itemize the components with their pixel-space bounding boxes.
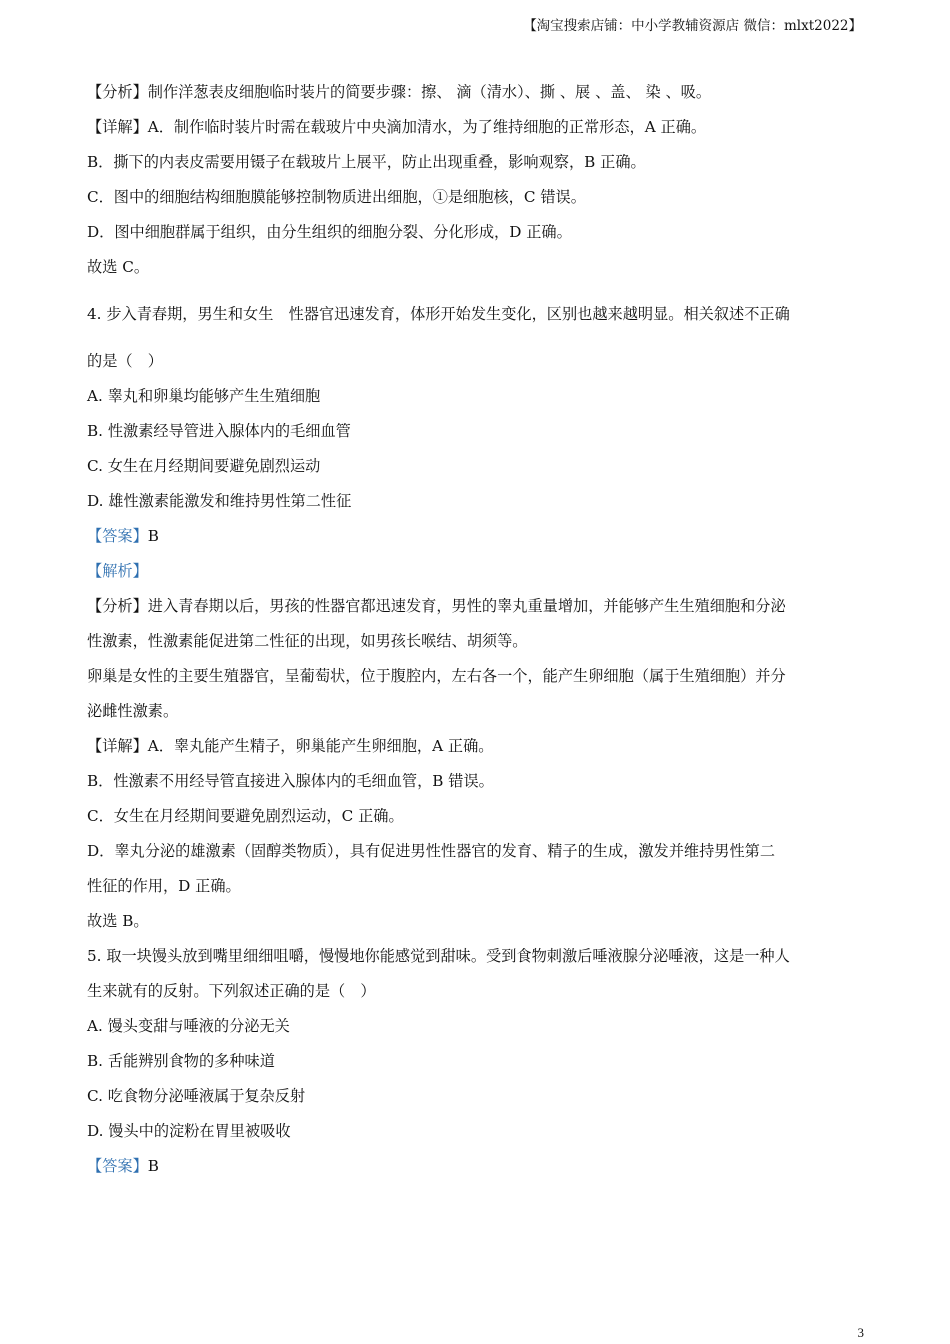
answer-line	[87, 523, 859, 558]
answer-label: 【答案】	[87, 527, 148, 545]
text-line: 性征的作用，D 正确。	[87, 877, 241, 895]
text-line: 【分析】制作洋葱表皮细胞临时装片的简要步骤：擦、 滴（清水）、撕 、展 、盖、 染 、吸。	[87, 83, 712, 101]
explanation-heading	[87, 558, 859, 593]
text-line: C．图中的细胞结构细胞膜能够控制物质进出细胞，①是细胞核，C 错误。	[87, 188, 586, 206]
page-header: 【淘宝搜索店铺：中小学教辅资源店 微信：mlxt2022】	[523, 18, 862, 34]
text-line: 卵巢是女性的主要生殖器官，呈葡萄状，位于腹腔内，左右各一个，能产生卵细胞（属于生殖细胞）并分	[87, 667, 786, 685]
option-c: C. 女生在月经期间要避免剧烈运动	[87, 457, 321, 475]
explanation-label: 【解析】	[87, 562, 148, 580]
text-line: 泌雌性激素。	[87, 702, 179, 720]
document-body	[87, 79, 859, 1188]
option-a: A. 睾丸和卵巢均能够产生生殖细胞	[87, 387, 321, 405]
text-line: 【详解】A．睾丸能产生精子，卵巢能产生卵细胞，A 正确。	[87, 737, 494, 755]
text-line: D．图中细胞群属于组织，由分生组织的细胞分裂、分化形成，D 正确。	[87, 223, 572, 241]
page-number: 3	[857, 1325, 864, 1340]
option-d: D. 馒头中的淀粉在胃里被吸收	[87, 1122, 291, 1140]
answer-line	[87, 1153, 859, 1188]
text-line: 【详解】A．制作临时装片时需在载玻片中央滴加清水，为了维持细胞的正常形态，A 正确。	[87, 118, 707, 136]
question-4-stem-cont: 的是（ ）	[87, 352, 163, 370]
option-b: B. 性激素经导管进入腺体内的毛细血管	[87, 422, 351, 440]
text-line: 【分析】进入青春期以后，男孩的性器官都迅速发育，男性的睾丸重量增加，并能够产生生殖细胞和分泌	[87, 597, 786, 615]
text-line: D．睾丸分泌的雄激素（固醇类物质），具有促进男性性器官的发育、精子的生成，激发并维持男性第二	[87, 842, 776, 860]
text-line: 故选 C。	[87, 258, 150, 276]
text-line: 故选 B。	[87, 912, 149, 930]
text-line: 性激素，性激素能促进第二性征的出现，如男孩长喉结、胡须等。	[87, 632, 528, 650]
answer-value: B	[147, 527, 159, 545]
option-a: A. 馒头变甜与唾液的分泌无关	[87, 1017, 290, 1035]
option-b: B. 舌能辨别食物的多种味道	[87, 1052, 275, 1070]
question-5-stem: 5. 取一块馒头放到嘴里细细咀嚼，慢慢地你能感觉到甜味。受到食物刺激后唾液腺分泌唾液，这是一种人	[87, 947, 790, 965]
answer-label: 【答案】	[87, 1157, 148, 1175]
text-line: C．女生在月经期间要避免剧烈运动，C 正确。	[87, 807, 404, 825]
option-c: C. 吃食物分泌唾液属于复杂反射	[87, 1087, 306, 1105]
question-5-stem-cont: 生来就有的反射。下列叙述正确的是（ ）	[87, 982, 376, 1000]
text-line: B．性激素不用经导管直接进入腺体内的毛细血管，B 错误。	[87, 772, 494, 790]
text-line: B．撕下的内表皮需要用镊子在载玻片上展平，防止出现重叠，影响观察，B 正确。	[87, 153, 646, 171]
question-4-stem: 4. 步入青春期，男生和女生 性器官迅速发育，体形开始发生变化，区别也越来越明显。相关叙述不正确	[87, 305, 790, 323]
answer-value: B	[147, 1157, 159, 1175]
option-d: D. 雄性激素能激发和维持男性第二性征	[87, 492, 352, 510]
